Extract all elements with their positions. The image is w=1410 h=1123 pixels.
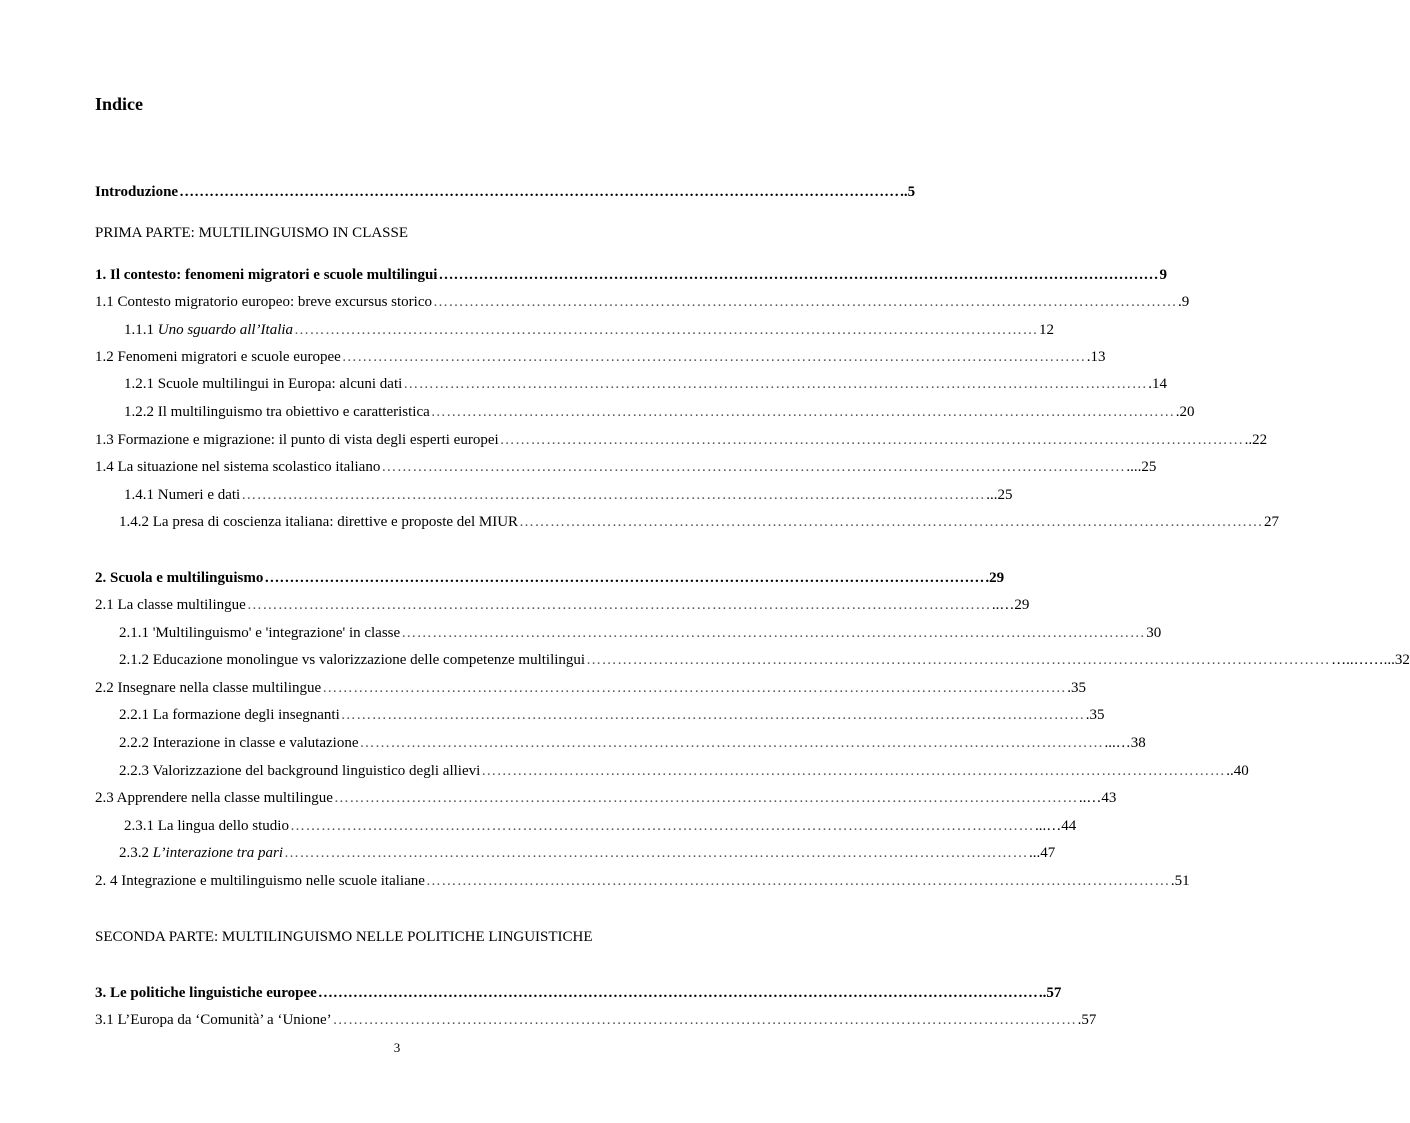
leader-dots: ……………………………………………………………………………………………………………………………… (433, 294, 1178, 310)
leader-dots: ……………………………………………………………………………………………………………………………… (322, 680, 1067, 696)
toc-section-1-3[interactable] (95, 430, 1268, 450)
toc-page: .57 (1077, 1012, 1097, 1028)
toc-page: ..…29 (991, 597, 1030, 613)
toc-prefix: 2.3.2 (119, 845, 149, 861)
toc-section-2-2-2[interactable] (119, 733, 1146, 753)
toc-chapter-1[interactable] (95, 265, 1167, 285)
toc-section-2-3-2[interactable] (119, 843, 1056, 863)
leader-dots: ……………………………………………………………………………………………………………………………… (284, 845, 1029, 861)
leader-dots: ……………………………………………………………………………………………………………………………… (289, 818, 1034, 834)
toc-section-2-2[interactable] (95, 678, 1086, 698)
toc-section-1-1-1[interactable] (124, 320, 1055, 340)
toc-label: 2.2.2 Interazione in classe e valutazione (119, 735, 359, 751)
toc-label: 2.1 La classe multilingue (95, 597, 246, 613)
toc-label: 3.1 L’Europa da ‘Comunità’ a ‘Unione’ (95, 1012, 332, 1028)
toc-section-3-1[interactable] (95, 1010, 1097, 1030)
toc-page: ..5 (900, 184, 916, 200)
toc-page: …..……...32 (1331, 652, 1410, 668)
leader-dots: ……………………………………………………………………………………………………………………………… (481, 763, 1226, 779)
toc-page: ....25 (1126, 459, 1157, 475)
leader-dots: ……………………………………………………………………………………………………………………………… (333, 790, 1078, 806)
leader-dots: ……………………………………………………………………………………………………………………………… (241, 487, 986, 503)
toc-prefix: 1.1.1 (124, 322, 154, 338)
toc-page: .35 (1067, 680, 1086, 696)
leader-dots: ……………………………………………………………………………………………………………………………… (586, 652, 1331, 668)
toc-section-1-4[interactable] (95, 457, 1157, 477)
toc-label: 2.3.1 La lingua dello studio (124, 818, 289, 834)
leader-dots: ……………………………………………………………………………………………………………………………… (403, 376, 1148, 392)
toc-chapter-2[interactable] (95, 568, 1005, 588)
toc-page: ...25 (986, 487, 1013, 503)
toc-page: 27 (1264, 514, 1280, 530)
toc-label: 2. Scuola e multilinguismo (95, 570, 264, 586)
toc-label: 2.1.1 'Multilinguismo' e 'integrazione' in classe (119, 625, 401, 641)
toc-label: 1.2.2 Il multilinguismo tra obiettivo e caratteristica (124, 404, 430, 420)
leader-dots: ……………………………………………………………………………………………………………………………… (264, 570, 985, 586)
toc-section-1-4-1[interactable] (124, 485, 1013, 505)
toc-label: 2.2.3 Valorizzazione del background linguistico degli allievi (119, 763, 481, 779)
toc-section-1-1[interactable] (95, 292, 1190, 312)
toc-section-2-4[interactable] (95, 871, 1190, 891)
leader-dots: ……………………………………………………………………………………………………………………………… (246, 597, 991, 613)
leader-dots: ……………………………………………………………………………………………………………………………… (317, 985, 1038, 1001)
leader-dots: ……………………………………………………………………………………………………………………………… (332, 1012, 1077, 1028)
page-number: 3 (393, 1040, 401, 1055)
toc-label: 1.3 Formazione e migrazione: il punto di vista degli esperti europei (95, 432, 499, 448)
toc-label: 1.4.2 La presa di coscienza italiana: direttive e proposte del MIUR (119, 514, 519, 530)
toc-label: 1.1 Contesto migratorio europeo: breve excursus storico (95, 294, 433, 310)
toc-intro[interactable] (95, 182, 916, 202)
page-title: Indice (95, 94, 144, 114)
toc-label: 2.1.2 Educazione monolingue vs valorizzazione delle competenze multilingui (119, 652, 586, 668)
toc-section-2-1-1[interactable] (119, 623, 1162, 643)
leader-dots: ……………………………………………………………………………………………………………………………… (340, 707, 1085, 723)
leader-dots: ……………………………………………………………………………………………………………………………… (499, 432, 1244, 448)
toc-section-1-2-1[interactable] (124, 374, 1168, 394)
toc-section-1-4-2[interactable] (119, 512, 1280, 532)
toc-label: 1.4 La situazione nel sistema scolastico italiano (95, 459, 381, 475)
toc-page: .9 (1178, 294, 1190, 310)
part-heading: PRIMA PARTE: MULTILINGUISMO IN CLASSE (95, 225, 409, 241)
toc-page: .14 (1148, 376, 1168, 392)
toc-label: 1.2 Fenomeni migratori e scuole europee (95, 349, 341, 365)
toc-chapter-3[interactable] (95, 983, 1062, 1003)
toc-label: Introduzione (95, 184, 179, 200)
toc-section-2-3[interactable] (95, 788, 1117, 808)
toc-page: 9 (1159, 267, 1167, 283)
toc-page: .35 (1085, 707, 1105, 723)
leader-dots: ……………………………………………………………………………………………………………………………… (430, 404, 1175, 420)
toc-page: ...47 (1029, 845, 1056, 861)
toc-page: .13 (1086, 349, 1106, 365)
leader-dots: ……………………………………………………………………………………………………………………………… (359, 735, 1104, 751)
toc-label: 1.4.1 Numeri e dati (124, 487, 241, 503)
toc-label: 2.2.1 La formazione degli insegnanti (119, 707, 340, 723)
toc-label: 2.3 Apprendere nella classe multilingue (95, 790, 333, 806)
toc-section-2-2-3[interactable] (119, 761, 1249, 781)
toc-label: 1. Il contesto: fenomeni migratori e scuole multilingui (95, 267, 438, 283)
toc-page: ...…44 (1034, 818, 1077, 834)
leader-dots: ……………………………………………………………………………………………………………………………… (381, 459, 1126, 475)
part-heading: SECONDA PARTE: MULTILINGUISMO NELLE POLITICHE LINGUISTICHE (95, 929, 593, 945)
leader-dots: ……………………………………………………………………………………………………………………………… (294, 322, 1039, 338)
toc-page: ...…38 (1104, 735, 1146, 751)
toc-page: ..…43 (1078, 790, 1117, 806)
leader-dots: ……………………………………………………………………………………………………………………………… (341, 349, 1086, 365)
toc-page: .29 (985, 570, 1005, 586)
leader-dots: ……………………………………………………………………………………………………………………………… (401, 625, 1146, 641)
toc-section-2-3-1[interactable] (124, 816, 1077, 836)
toc-page: 12 (1039, 322, 1055, 338)
toc-label: 1.2.1 Scuole multilingui in Europa: alcuni dati (124, 376, 403, 392)
toc-label: L’interazione tra pari (152, 845, 284, 861)
toc-section-2-1-2[interactable] (119, 650, 1410, 670)
toc-label: 2. 4 Integrazione e multilinguismo nelle scuole italiane (95, 873, 425, 889)
toc-page: ..57 (1038, 985, 1062, 1001)
toc-section-1-2-2[interactable] (124, 402, 1195, 422)
toc-page: ..22 (1244, 432, 1268, 448)
toc-label: 2.2 Insegnare nella classe multilingue (95, 680, 322, 696)
toc-label: 3. Le politiche linguistiche europee (95, 985, 317, 1001)
leader-dots: ……………………………………………………………………………………………………………………………… (179, 184, 900, 200)
toc-section-1-2[interactable] (95, 347, 1106, 367)
toc-label: Uno sguardo all’Italia (157, 322, 294, 338)
leader-dots: ……………………………………………………………………………………………………………………………… (519, 514, 1264, 530)
toc-section-2-2-1[interactable] (119, 705, 1105, 725)
leader-dots: ……………………………………………………………………………………………………………………………… (438, 267, 1159, 283)
toc-page: .51 (1170, 873, 1190, 889)
toc-section-2-1[interactable] (95, 595, 1030, 615)
leader-dots: ……………………………………………………………………………………………………………………………… (425, 873, 1170, 889)
toc-page: ..40 (1226, 763, 1249, 779)
toc-page: 30 (1146, 625, 1162, 641)
toc-page: .20 (1175, 404, 1195, 420)
